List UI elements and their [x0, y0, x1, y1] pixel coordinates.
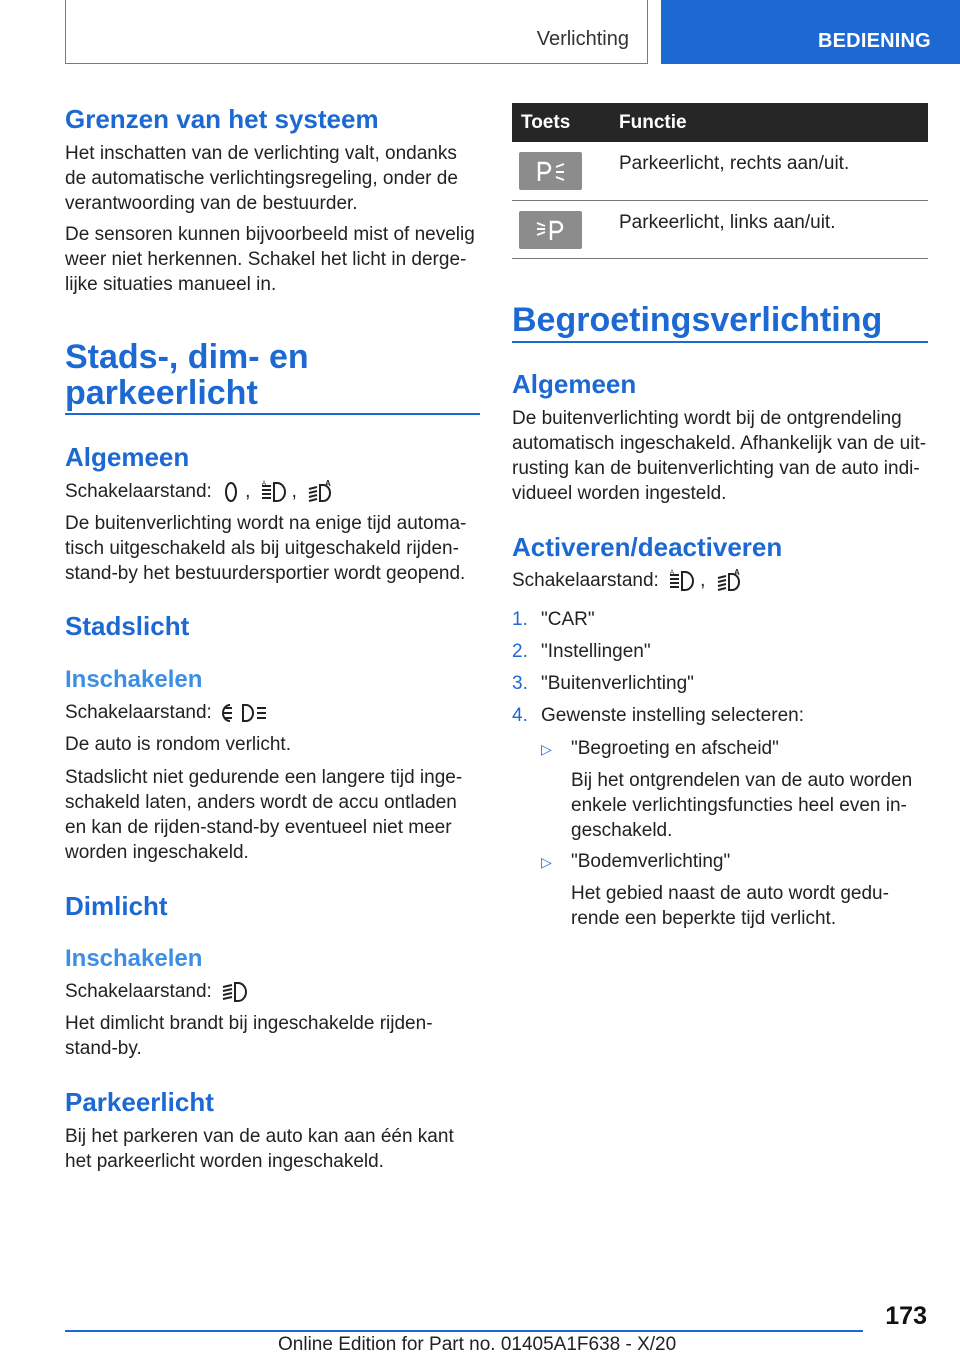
- step-number: 1.: [512, 609, 528, 630]
- dim-light-on-heading: Inschakelen: [65, 945, 203, 972]
- step-text: "Instellingen": [541, 641, 651, 662]
- parking-light-left-button: [519, 211, 582, 249]
- general-heading-right: Algemeen: [512, 369, 637, 399]
- step-text: "CAR": [541, 609, 595, 630]
- city-paragraph-1: De auto is rondom verlicht.: [65, 734, 291, 755]
- option-title: "Bodemverlichting": [571, 851, 731, 872]
- parking-paragraph: Bij het parkeren van de auto kan aan één kant het parkeerlicht worden ingeschakeld.: [65, 1126, 454, 1172]
- key-function-table: [512, 103, 928, 259]
- table-header-key: Toets: [512, 103, 611, 142]
- header-section-title: Verlichting: [536, 28, 629, 50]
- switch-position-dim: [65, 979, 480, 1004]
- switch-positions-general: [65, 479, 480, 504]
- automatic-low-beam-icon: [306, 480, 334, 504]
- bullet-triangle-icon: ▷: [541, 854, 552, 870]
- general-paragraph-right: De buitenverlichting wordt bij de ontgrendeling automatisch ingeschakeld. Afhankelijk van de uit-rusting kan de buitenverlichting van de auto indi-vidueel worden ingesteld.: [512, 408, 927, 504]
- footer-edition: Online Edition for Part no. 01405A1F638 - X/20: [278, 1334, 677, 1355]
- step-text: Gewenste instelling selecteren:: [541, 705, 804, 726]
- table-cell-function: Parkeerlicht, links aan/uit.: [611, 200, 928, 258]
- automatic-headlight-icon: [668, 569, 696, 593]
- dim-paragraph: Het dimlicht brandt bij ingeschakelde rijden-stand-by.: [65, 1013, 433, 1059]
- city-light-on-heading: Inschakelen: [65, 666, 203, 693]
- footer-rule: [65, 1330, 863, 1332]
- parking-light-right-button: [519, 152, 582, 190]
- separator: ,: [245, 481, 251, 502]
- table-header-function: Functie: [611, 103, 928, 142]
- step-number: 3.: [512, 673, 528, 694]
- side-light-icon: [221, 701, 269, 725]
- automatic-low-beam-icon: [715, 569, 743, 593]
- limits-paragraph-2: De sensoren kunnen bijvoorbeeld mist of nevelig weer niet herkennen. Schakel het licht in derge-lijke situaties manueel in.: [65, 224, 475, 295]
- section-title-line-2: parkeerlicht: [65, 374, 258, 412]
- step-text: "Buitenverlichting": [541, 673, 694, 694]
- city-light-heading: Stadslicht: [65, 611, 190, 641]
- table-cell-function: Parkeerlicht, rechts aan/uit.: [611, 142, 928, 200]
- section-title-line-1: Stads-, dim- en: [65, 338, 309, 376]
- section-rule-right: [512, 341, 928, 343]
- step-number: 4.: [512, 705, 528, 726]
- switch-label: Schakelaarstand:: [512, 570, 659, 591]
- parking-light-left-icon: [534, 218, 568, 242]
- step-number: 2.: [512, 641, 528, 662]
- option-description: Het gebied naast de auto wordt gedu-rende een beperkte tijd verlicht.: [571, 883, 889, 929]
- option-description: Bij het ontgrendelen van de auto worden enkele verlichtingsfuncties heel even in-geschakeld.: [571, 770, 913, 841]
- automatic-headlight-icon: [260, 480, 288, 504]
- switch-label: Schakelaarstand:: [65, 981, 212, 1002]
- dim-light-heading: Dimlicht: [65, 891, 168, 921]
- section-title-lights: [65, 339, 309, 411]
- table-row: [512, 142, 928, 200]
- switch-positions-activate: [512, 568, 928, 593]
- general-heading-left: Algemeen: [65, 442, 190, 472]
- limits-paragraph-1: Het inschatten van de verlichting valt, ondanks de automatische verlichtingsregeling, onder de verantwoording van de bestuurder.: [65, 143, 458, 214]
- low-beam-icon: [221, 980, 249, 1004]
- separator: ,: [700, 570, 706, 591]
- option-title: "Begroeting en afscheid": [571, 738, 779, 759]
- limits-heading: Grenzen van het systeem: [65, 104, 379, 134]
- lights-off-icon: [221, 480, 241, 504]
- parking-light-heading: Parkeerlicht: [65, 1087, 214, 1117]
- separator: ,: [291, 481, 297, 502]
- bullet-triangle-icon: ▷: [541, 741, 552, 757]
- activate-heading: Activeren/deactiveren: [512, 532, 783, 562]
- city-paragraph-2: Stadslicht niet gedurende een langere tijd inge-schakeld laten, anders wordt de accu ontladen en kan de rijden-stand-by eventueel niet meer worden ingeschakeld.: [65, 767, 463, 863]
- parking-light-right-icon: [534, 159, 568, 183]
- section-rule-left: [65, 413, 480, 415]
- switch-position-city: [65, 700, 480, 725]
- section-title-welcome-light: Begroetingsverlichting: [512, 301, 883, 339]
- header-chapter-tab: BEDIENING: [661, 0, 960, 64]
- general-paragraph-left: De buitenverlichting wordt na enige tijd automa-tisch uitgeschakeld als bij uitgeschakeld rijden-stand-by het bestuurdersportier wordt geopend.: [65, 513, 467, 584]
- table-row: [512, 200, 928, 258]
- switch-label: Schakelaarstand:: [65, 702, 212, 723]
- page-number: 173: [885, 1302, 927, 1330]
- switch-label: Schakelaarstand:: [65, 481, 212, 502]
- header-section-box: [65, 0, 648, 64]
